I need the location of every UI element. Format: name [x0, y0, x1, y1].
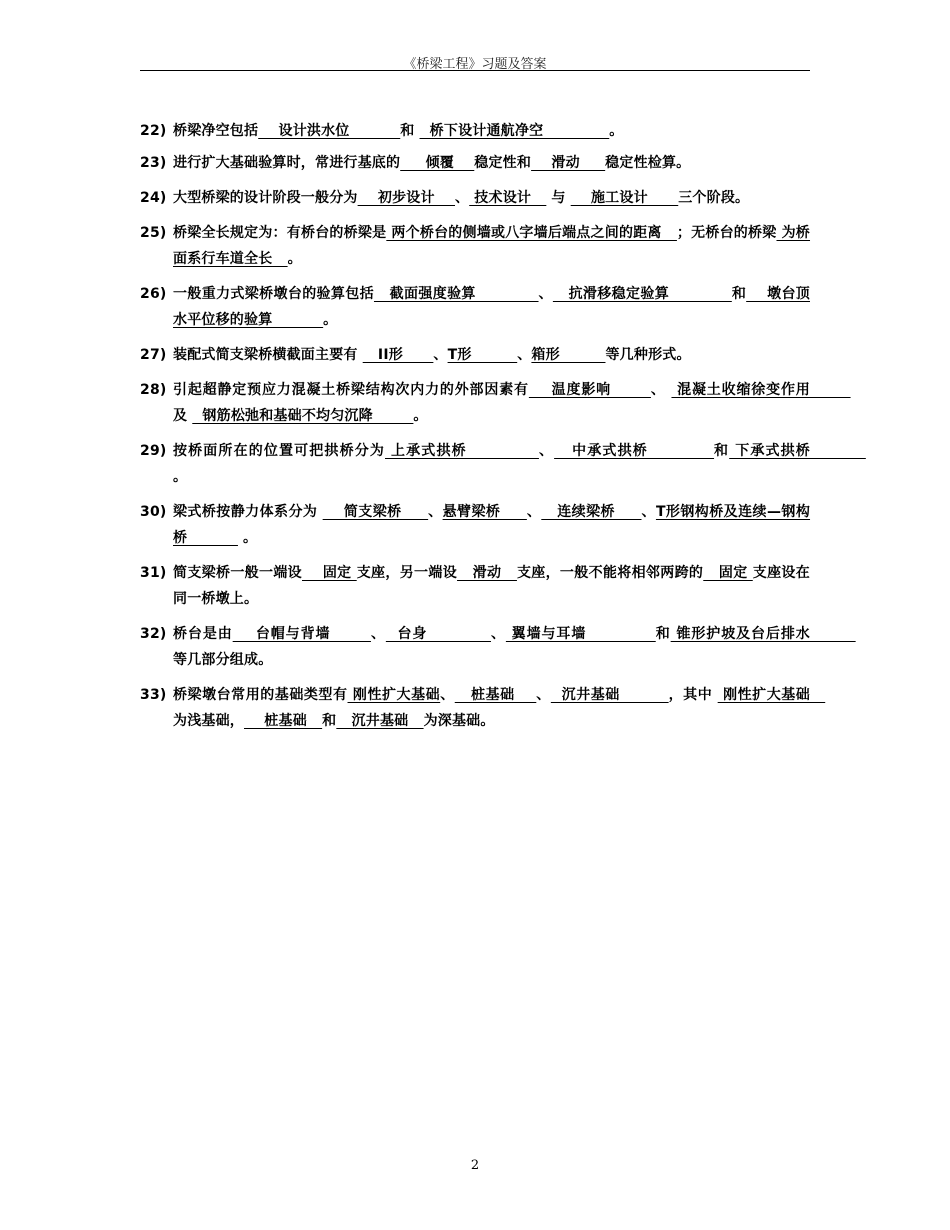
answer-blank: 温度影响: [528, 382, 651, 398]
question-text: 、: [433, 347, 448, 363]
question-text: 。: [287, 251, 302, 267]
answer-blank: II形: [362, 347, 434, 363]
question-text: ，其中: [668, 687, 718, 703]
answer-blank: 钢筋松弛和基础不均匀沉降: [192, 408, 414, 424]
question-number: 27): [140, 347, 167, 363]
answer-blank: 台帽与背墙: [232, 626, 371, 642]
question-text: 、: [538, 443, 555, 459]
answer-blank: 简支梁桥: [322, 504, 429, 520]
answer-blank: 为桥面系行车道全长: [173, 225, 811, 267]
question-number: 28): [140, 382, 167, 398]
question-item: [140, 220, 810, 272]
question-list: [140, 118, 866, 743]
question-text: 和: [655, 626, 671, 642]
question-number: 23): [140, 155, 167, 171]
answer-blank: 连续梁桥: [541, 504, 642, 520]
question-text: 稳定性和: [474, 155, 532, 171]
question-number: 30): [140, 504, 167, 520]
question-item: [140, 682, 826, 734]
question-text: 支座，一般不能将相邻两跨的: [516, 565, 704, 581]
question-item: [140, 342, 810, 368]
question-text: 。: [323, 312, 338, 328]
answer-blank: 施工设计: [570, 190, 679, 206]
question-text: 、: [455, 190, 470, 206]
answer-blank: 锥形护坡及台后排水: [670, 626, 856, 642]
question-text: 、: [536, 687, 551, 703]
question-text: 简支梁桥一般一端设: [173, 565, 302, 581]
answer-blank: T形钢构桥及连续—钢构桥: [173, 504, 811, 546]
question-text: 、: [538, 286, 553, 302]
answer-blank: 技术设计: [469, 190, 547, 206]
question-text: 支座，另一端设: [356, 565, 458, 581]
question-text: 、: [440, 687, 455, 703]
question-number: 31): [140, 565, 167, 581]
question-text: 与: [546, 190, 571, 206]
question-number: 32): [140, 626, 167, 642]
answer-blank: 截面强度验算: [373, 286, 539, 302]
question-text: 。: [237, 530, 258, 546]
question-text: 为深基础。: [423, 713, 495, 729]
question-item: [140, 621, 856, 673]
question-text: 、: [517, 347, 532, 363]
question-item: [140, 150, 810, 176]
answer-blank: 下承式拱桥: [729, 443, 866, 459]
question-text: 三个阶段。: [678, 190, 750, 206]
question-number: 25): [140, 225, 167, 241]
answer-blank: 桩基础: [244, 713, 323, 729]
answer-blank: 上承式拱桥: [385, 443, 539, 459]
question-text: 和: [731, 286, 747, 302]
answer-blank: 固定: [302, 565, 357, 581]
question-text: 和: [322, 713, 337, 729]
answer-blank: 抗滑移稳定验算: [552, 286, 732, 302]
answer-blank: 倾覆: [400, 155, 475, 171]
answer-blank: 台身: [385, 626, 491, 642]
question-text: 、: [370, 626, 386, 642]
answer-blank: 桩基础: [454, 687, 537, 703]
question-text: 。: [173, 469, 188, 485]
question-text: 桥梁全长规定为：有桥台的桥梁是: [173, 225, 387, 241]
question-text: 进行扩大基础验算时，常进行基底的: [173, 155, 401, 171]
answer-blank: 设计洪水位: [258, 123, 401, 139]
question-text: 桥梁净空包括: [173, 123, 259, 139]
question-text: 、: [428, 504, 443, 520]
question-text: 等几部分组成。: [173, 652, 273, 668]
page-number: 2: [470, 1158, 480, 1173]
answer-blank: 刚性扩大基础: [717, 687, 826, 703]
question-item: [140, 281, 810, 333]
question-item: [140, 377, 851, 429]
question-text: 稳定性检算。: [605, 155, 691, 171]
answer-blank: 桥下设计通航净空: [419, 123, 610, 139]
question-text: 、: [641, 504, 656, 520]
answer-blank: 中承式拱桥: [554, 443, 715, 459]
answer-blank: 沉井基础: [550, 687, 669, 703]
question-text: 为浅基础，: [173, 713, 244, 729]
question-text: ；无桥台的桥梁: [676, 225, 777, 241]
question-text: 装配式简支梁桥横截面主要有: [173, 347, 363, 363]
question-text: 大型桥梁的设计阶段一般分为: [173, 190, 358, 206]
answer-blank: 初步设计: [357, 190, 456, 206]
question-text: 、: [650, 382, 672, 398]
answer-blank: 墩台顶水平位移的验算: [173, 286, 810, 328]
question-text: 支座设在同一桥墩上。: [173, 565, 810, 607]
header-divider: [140, 70, 810, 71]
question-text: 、: [526, 504, 542, 520]
question-item: [140, 118, 810, 144]
answer-blank: 固定: [703, 565, 753, 581]
question-item: [140, 185, 810, 211]
question-text: 。: [609, 123, 624, 139]
question-text: 、: [490, 626, 506, 642]
answer-blank: 刚性扩大基础: [347, 687, 441, 703]
answer-blank: 混凝土收缩徐变作用: [671, 382, 851, 398]
answer-blank: 悬臂梁桥: [442, 504, 527, 520]
answer-blank: 沉井基础: [336, 713, 424, 729]
question-text: 及: [173, 408, 193, 424]
question-number: 29): [140, 443, 167, 459]
question-text: 一般重力式梁桥墩台的验算包括: [173, 286, 374, 302]
question-item: [140, 438, 866, 490]
question-text: 。: [413, 408, 428, 424]
answer-blank: 滑动: [457, 565, 517, 581]
question-number: 22): [140, 123, 167, 139]
question-number: 33): [140, 687, 167, 703]
question-text: 和: [714, 443, 730, 459]
question-text: 引起超静定预应力混凝土桥梁结构次内力的外部因素有: [173, 382, 529, 398]
question-text: 桥台是由: [173, 626, 233, 642]
answer-blank: T形: [447, 347, 518, 363]
question-number: 26): [140, 286, 167, 302]
question-text: 按桥面所在的位置可把拱桥分为: [173, 443, 385, 459]
answer-blank: 翼墙与耳墙: [505, 626, 656, 642]
question-number: 24): [140, 190, 167, 206]
question-item: [140, 499, 810, 551]
question-text: 等几种形式。: [605, 347, 691, 363]
question-text: 梁式桥按静力体系分为: [173, 504, 323, 520]
answer-blank: 滑动: [531, 155, 606, 171]
question-text: 桥梁墩台常用的基础类型有: [173, 687, 348, 703]
page-header-title: 《桥梁工程》习题及答案: [403, 57, 547, 72]
answer-blank: 箱形: [531, 347, 606, 363]
question-text: 和: [400, 123, 420, 139]
question-item: [140, 560, 810, 612]
answer-blank: 两个桥台的侧墙或八字墙后端点之间的距离: [386, 225, 677, 241]
